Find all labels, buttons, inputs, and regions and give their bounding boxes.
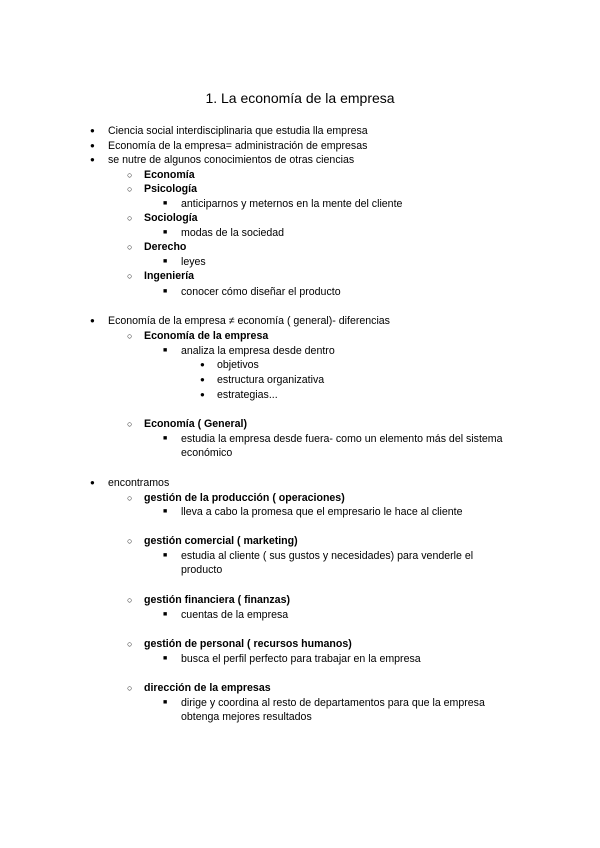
bullet-l3: ■ — [163, 229, 168, 236]
bullet-l2: ○ — [127, 683, 133, 693]
bullet-l3: ■ — [163, 200, 168, 207]
area-detail: lleva a cabo la promesa que el empresario le hace al cliente — [181, 506, 463, 518]
science-detail: conocer cómo diseñar el producto — [181, 286, 341, 298]
bullet-l1: ● — [90, 478, 95, 487]
bullet-l3: ■ — [163, 288, 168, 295]
area-name: gestión comercial ( marketing) — [144, 535, 298, 547]
area-detail: estudia al cliente ( sus gustos y necesidades) para venderle el — [181, 550, 474, 562]
science-name: Sociología — [144, 212, 198, 224]
bullet-l2: ○ — [127, 242, 133, 252]
bullet-l3: ■ — [163, 655, 168, 662]
list-item: encontramos — [108, 477, 170, 489]
sub-item: estrategias... — [217, 389, 278, 401]
science-detail: anticiparnos y meternos en la mente del cliente — [181, 198, 403, 210]
list-item: Economía de la empresa ≠ economía ( general)- diferencias — [108, 315, 390, 327]
area-detail: dirige y coordina al resto de departamentos para que la empresa — [181, 697, 485, 709]
area-name: gestión financiera ( finanzas) — [144, 594, 290, 606]
bullet-l1: ● — [90, 155, 95, 164]
area-detail: busca el perfil perfecto para trabajar en la empresa — [181, 653, 421, 665]
area-detail: cuentas de la empresa — [181, 609, 289, 621]
bullet-l2: ○ — [127, 493, 133, 503]
sub-item: objetivos — [217, 359, 259, 371]
bullet-l3: ■ — [163, 435, 168, 442]
bullet-l3: ■ — [163, 508, 168, 515]
area-name: dirección de la empresas — [144, 682, 271, 694]
area-name: gestión de la producción ( operaciones) — [144, 492, 345, 504]
science-name: Economía — [144, 169, 195, 181]
science-detail: modas de la sociedad — [181, 227, 285, 239]
science-name: Derecho — [144, 241, 187, 253]
subsection-name: Economía ( General) — [144, 418, 248, 430]
bullet-l3: ■ — [163, 552, 168, 559]
bullet-l2: ○ — [127, 170, 133, 180]
subsection-name: Economía de la empresa — [144, 330, 269, 342]
subsection-detail: estudia la empresa desde fuera- como un elemento más del sistema — [181, 433, 503, 445]
bullet-l2: ○ — [127, 271, 133, 281]
bullet-l4: ● — [200, 390, 205, 399]
science-name: Ingeniería — [144, 270, 195, 282]
bullet-l2: ○ — [127, 536, 133, 546]
bullet-l3: ■ — [163, 699, 168, 706]
bullet-l4: ● — [200, 375, 205, 384]
bullet-l4: ● — [200, 360, 205, 369]
list-item: Economía de la empresa= administración de empresas — [108, 140, 368, 152]
area-detail-continued: producto — [181, 564, 223, 576]
sub-item: estructura organizativa — [217, 374, 325, 386]
bullet-l2: ○ — [127, 184, 133, 194]
list-item: Ciencia social interdisciplinaria que estudia lla empresa — [108, 125, 368, 137]
science-name: Psicología — [144, 183, 197, 195]
bullet-l2: ○ — [127, 331, 133, 341]
bullet-l3: ■ — [163, 611, 168, 618]
area-name: gestión de personal ( recursos humanos) — [144, 638, 352, 650]
list-item: se nutre de algunos conocimientos de otras ciencias — [108, 154, 355, 166]
page-title: 1. La economía de la empresa — [205, 90, 395, 106]
subsection-detail: analiza la empresa desde dentro — [181, 345, 335, 357]
area-detail-continued: obtenga mejores resultados — [181, 711, 312, 723]
bullet-l2: ○ — [127, 419, 133, 429]
bullet-l2: ○ — [127, 595, 133, 605]
bullet-l2: ○ — [127, 213, 133, 223]
bullet-l1: ● — [90, 141, 95, 150]
bullet-l3: ■ — [163, 258, 168, 265]
bullet-l1: ● — [90, 316, 95, 325]
bullet-l3: ■ — [163, 347, 168, 354]
subsection-detail-continued: económico — [181, 447, 233, 459]
science-detail: leyes — [181, 256, 206, 268]
bullet-l2: ○ — [127, 639, 133, 649]
bullet-l1: ● — [90, 126, 95, 135]
